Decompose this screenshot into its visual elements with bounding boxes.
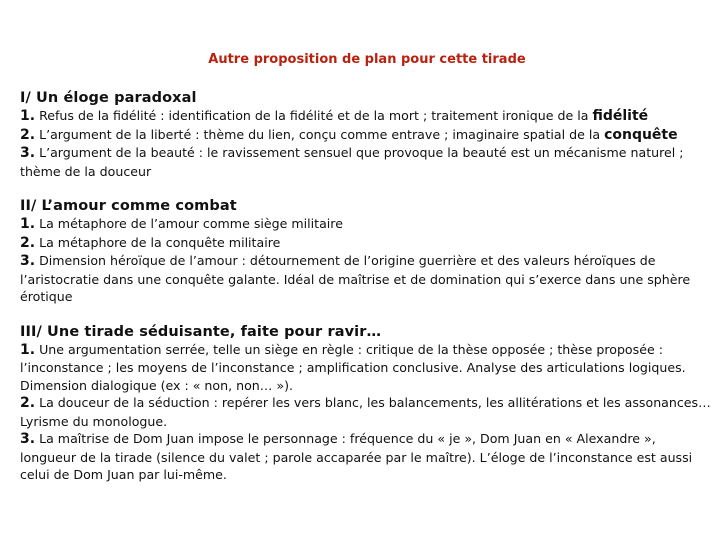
plan-item <box>20 234 714 253</box>
plan-section <box>20 323 714 484</box>
item-number: 2. <box>20 126 36 143</box>
plan-item <box>20 341 714 395</box>
plan-item <box>20 252 714 306</box>
plan-item <box>20 394 714 430</box>
item-text: Une argumentation serrée, telle un siège en règle : critique de la thèse opposée ; thèse proposée : l’inconstance ; les moyens de l’inconstance ; amplification conclusive. Analyse des articulations logiques. Dimension dialogique (ex : « non, non… »). <box>20 341 686 393</box>
plan-item <box>20 107 714 126</box>
item-text: La métaphore de l’amour comme siège militaire <box>35 216 343 231</box>
section-heading: III/ Une tirade séduisante, faite pour ravir… <box>20 323 382 340</box>
item-number: 3. <box>20 145 36 161</box>
plan-section <box>20 197 714 306</box>
item-number: 1. <box>20 108 36 124</box>
plan-item <box>20 215 714 234</box>
item-emphasis: conquête <box>604 126 678 143</box>
section-heading: I/ Un éloge paradoxal <box>20 90 197 106</box>
item-text: L’argument de la liberté : thème du lien, conçu comme entrave ; imaginaire spatial de la <box>35 126 605 142</box>
section-heading: II/ L’amour comme combat <box>20 198 237 214</box>
slide-title: Autre proposition de plan pour cette tirade <box>208 52 526 67</box>
item-number: 1. <box>20 216 36 232</box>
item-number: 3. <box>20 431 36 447</box>
item-number: 2. <box>20 395 36 411</box>
item-text: La métaphore de la conquête militaire <box>35 234 281 250</box>
item-text: La maîtrise de Dom Juan impose le personnage : fréquence du « je », Dom Juan en « Alexandre », longueur de la tirade (silence du valet ; parole accaparée par le maître). L’éloge de l’inconstance est aussi celui de Dom Juan par lui-même. <box>20 431 693 482</box>
item-number: 2. <box>20 234 36 251</box>
item-text: La douceur de la séduction : repérer les vers blanc, les balancements, les allitérations et les assonances… Lyrisme du monologue. <box>20 395 711 429</box>
item-emphasis: fidélité <box>592 108 649 124</box>
item-number: 3. <box>20 253 36 269</box>
plan-item <box>20 144 714 180</box>
item-text: L’argument de la beauté : le ravissement sensuel que provoque la beauté est un mécanisme naturel ; thème de la douceur <box>20 145 684 179</box>
item-number: 1. <box>20 341 36 358</box>
plan-item <box>20 126 714 145</box>
item-text: Dimension héroïque de l’amour : détournement de l’origine guerrière et des valeurs héroïques de l’aristocratie dans une conquête galante. Idéal de maîtrise et de domination qui s’exerce dans une sphère érotique <box>20 253 691 304</box>
item-text: Refus de la fidélité : identification de la fidélité et de la mort ; traitement ironique de la <box>35 108 593 123</box>
plan-sections <box>20 89 714 484</box>
plan-item <box>20 430 714 484</box>
plan-section <box>20 89 714 180</box>
